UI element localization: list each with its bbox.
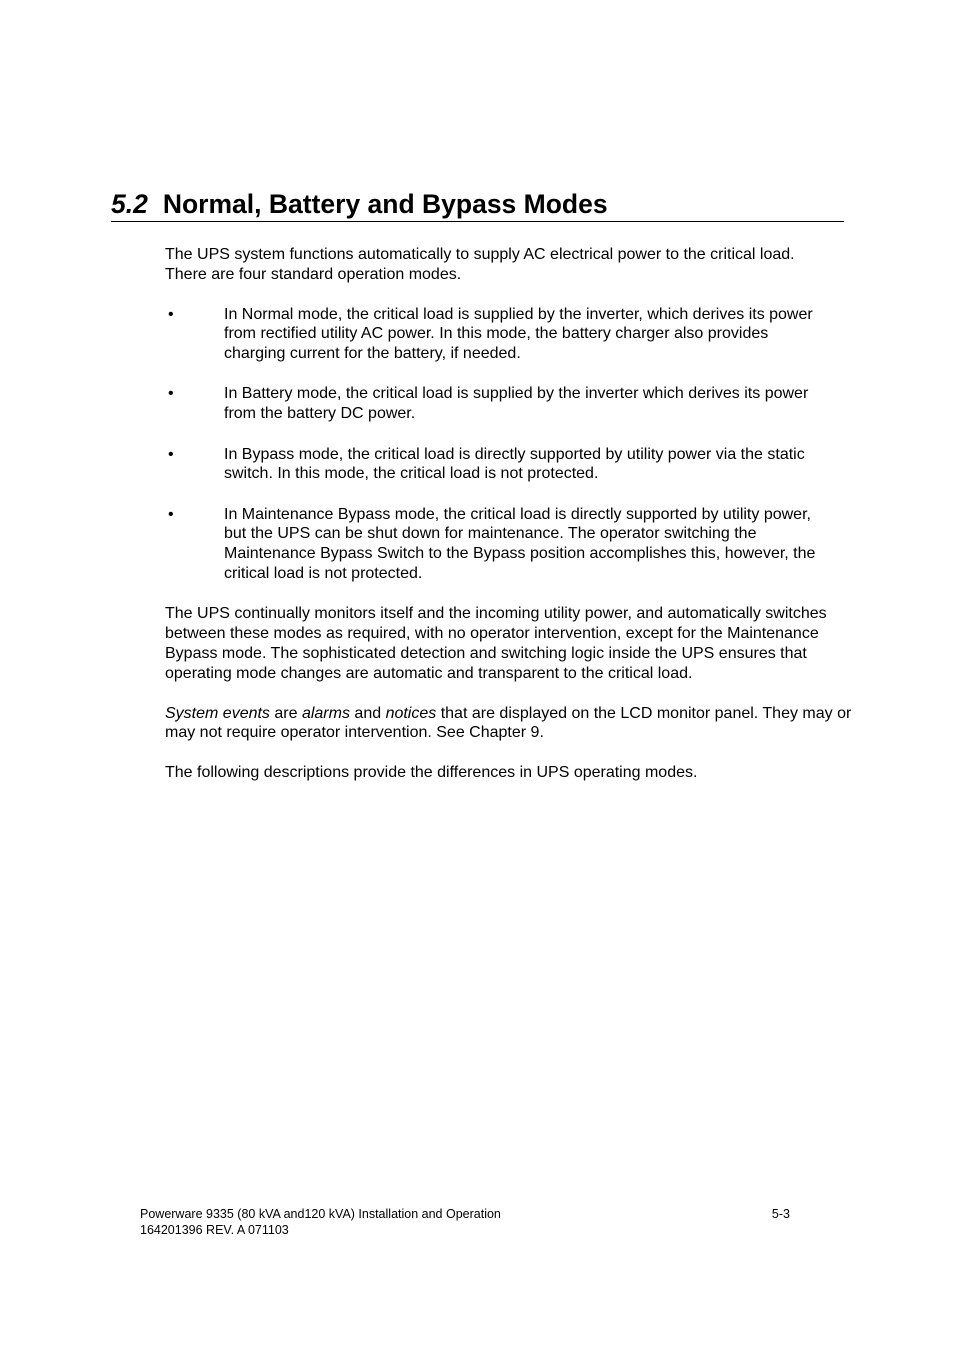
- intro-line-1: The UPS system functions automatically to supply AC electrical power to the critical load.: [165, 246, 795, 263]
- intro-paragraph: [165, 245, 855, 285]
- footer-doc-title: Powerware 9335 (80 kVA and120 kVA) Installation and Operation: [140, 1207, 501, 1221]
- intro-line-2: There are four standard operation modes.: [165, 265, 462, 283]
- section-title: Normal, Battery and Bypass Modes: [162, 189, 608, 219]
- mode-description: In Maintenance Bypass mode, the critical load is directly supported by utility power, but the UPS can be shut down for maintenance. The operator switching the Maintenance Bypass Switch to the Bypass position accomplishes this, however, the critical load is not protected.: [224, 505, 816, 583]
- mode-list-item-normal: [165, 305, 819, 364]
- term-system-events: System events: [165, 704, 270, 722]
- section-number: 5.2: [111, 189, 148, 219]
- mode-list-item-bypass: [165, 445, 819, 485]
- events-text-1: are: [269, 704, 302, 722]
- monitor-paragraph: The UPS continually monitors itself and the incoming utility power, and automatically switches between these modes as required, with no operator intervention, except for the Maintenance Bypass mode. The sophisticated detection and switching logic inside the UPS ensures that operating mode changes are automatic and transparent to the critical load.: [165, 605, 827, 682]
- closing-paragraph: The following descriptions provide the differences in UPS operating modes.: [165, 764, 698, 782]
- bullet-icon: •: [168, 385, 174, 403]
- mode-list-item-maintenance-bypass: [165, 505, 819, 584]
- footer-doc-code: 164201396 REV. A 071103: [140, 1222, 289, 1237]
- term-notices: notices: [385, 704, 437, 722]
- events-paragraph: [165, 704, 855, 744]
- bullet-icon: •: [168, 505, 174, 523]
- body-text: [165, 245, 855, 803]
- bullet-icon: •: [168, 305, 174, 323]
- mode-description: In Normal mode, the critical load is supplied by the inverter, which derives its power from rectified utility AC power. In this mode, the battery charger also provides charging current for the battery, if needed.: [224, 305, 813, 363]
- mode-list-item-battery: [165, 384, 819, 424]
- section-heading: [111, 186, 844, 222]
- page-footer: [140, 1207, 790, 1238]
- footer-page-number: 5-3: [771, 1207, 790, 1221]
- events-text-2: and: [349, 704, 386, 722]
- events-text-3: that are displayed on the LCD monitor panel. They may or may not require operator intervention. See Chapter 9.: [165, 704, 852, 742]
- mode-description: In Bypass mode, the critical load is directly supported by utility power via the static switch. In this mode, the critical load is not protected.: [224, 445, 805, 483]
- footer-row: [140, 1207, 790, 1223]
- term-alarms: alarms: [301, 704, 350, 722]
- mode-description: In Battery mode, the critical load is supplied by the inverter which derives its power from the battery DC power.: [224, 385, 809, 423]
- mode-list: [165, 305, 855, 584]
- bullet-icon: •: [168, 445, 174, 463]
